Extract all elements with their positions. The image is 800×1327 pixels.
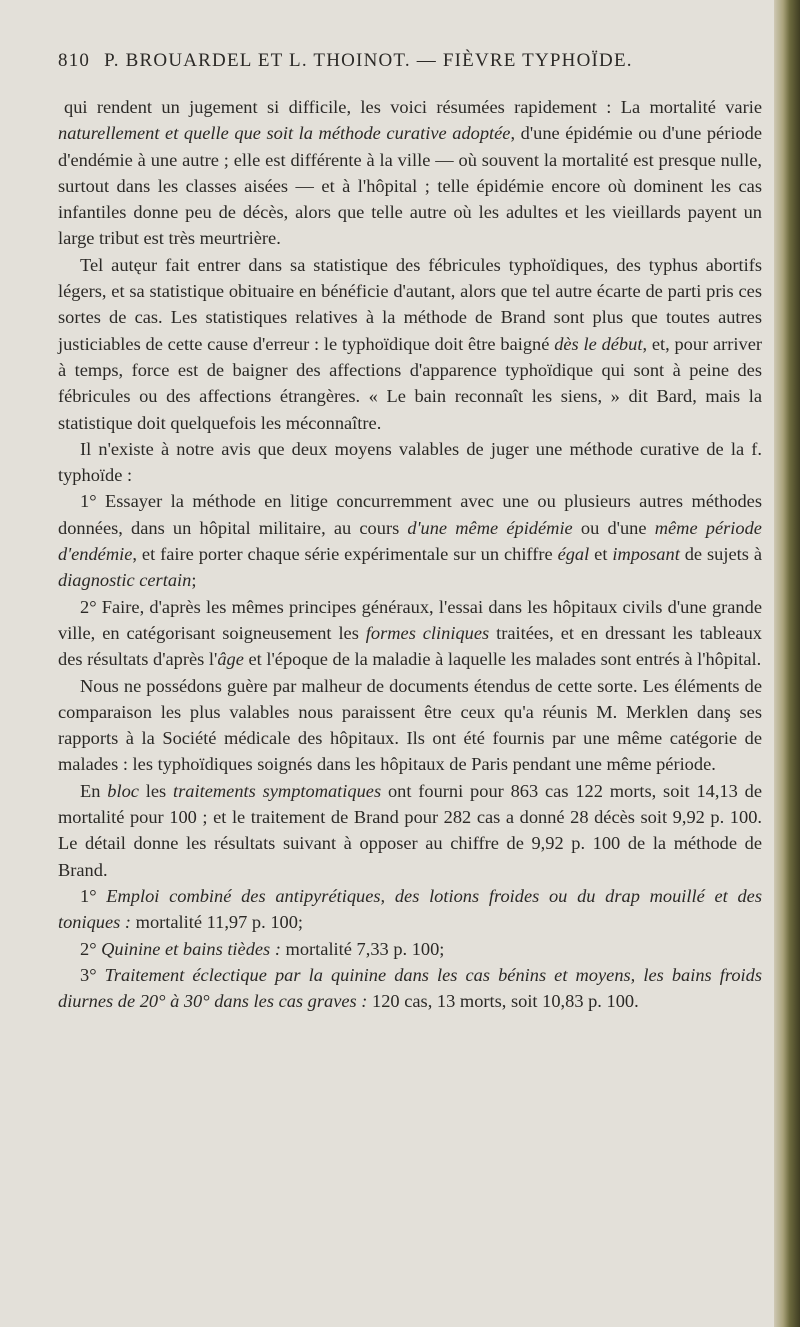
text-run: Nous ne possédons guère par malheur de documents étendus de cette sorte. Les éléments de comparaison les plus valables nous paraissent être ceux qu'a réunis M. Merklen danş ses rapports à la Société médicale des hôpitaux. Ils ont été fournis par une même catégorie de malades : les typhoïdiques soignés dans les hôpitaux de Paris pendant une même période.	[58, 675, 762, 775]
text-run: 1°	[80, 885, 107, 906]
italic-run: traitements symptomatiques	[173, 780, 382, 801]
paragraph	[58, 594, 762, 673]
running-header	[58, 50, 758, 72]
text-run: traitées, et en dressant les tableaux des résultats d'après l'	[58, 622, 762, 670]
paragraph	[58, 94, 762, 252]
text-run: , et faire porter chaque série expérimentale sur un chiffre	[132, 544, 558, 565]
page-edge-shadow	[774, 0, 800, 1327]
italic-run: diagnostic certain	[58, 570, 192, 591]
text-run: Tel autęur fait entrer dans sa statistique des fébricules typhoïdiques, des typhus abortifs légers, et sa statistique obituaire en bénéficie d'autant, alors que tel autre écarte de parti pris ces sortes de cas. Les statistiques relatives à la méthode de Brand sont plus que toutes autres justiciables de cette cause d'erreur : le typhoïdique doit être baigné	[58, 254, 762, 354]
paragraph	[58, 673, 762, 778]
paragraph	[58, 252, 762, 436]
italic-run: d'une même épidémie	[407, 517, 573, 538]
italic-run: imposant	[612, 544, 680, 565]
text-run: de sujets à	[679, 544, 762, 565]
text-run: En	[80, 780, 108, 801]
text-run: qui rendent un jugement si difficile, les voici résumées rapidement : La mortalité varie	[64, 97, 762, 117]
italic-run: égal	[557, 544, 590, 565]
text-run: Il n'existe à notre avis que deux moyens valables de juger une méthode curative de la f. typhoïde :	[58, 438, 762, 486]
italic-run: dès le début	[554, 333, 643, 354]
text-run: et	[589, 544, 613, 565]
paragraph	[58, 883, 762, 936]
page-number: 810	[58, 50, 91, 71]
paragraph	[58, 436, 762, 489]
paragraph	[58, 962, 762, 1015]
text-run: 2°	[80, 938, 102, 959]
text-run: ou d'une	[572, 517, 655, 538]
paragraph	[58, 488, 762, 593]
italic-run: Emploi combiné des antipyrétiques, des lotions froides ou du drap mouillé et des toniques :	[58, 885, 762, 933]
italic-run: Traitement éclectique par la quinine dans les cas bénins et moyens, les bains froids diurnes de 20° à 30° dans les cas graves :	[58, 964, 762, 1012]
italic-run: même période d'endémie	[58, 517, 762, 565]
italic-run: formes cliniques	[365, 622, 490, 643]
italic-run: bloc	[107, 780, 139, 801]
italic-run: naturellement et quelle que soit la méthode curative adoptée	[58, 123, 511, 144]
text-run: mortalité 11,97 p. 100;	[131, 912, 304, 933]
text-run: et l'époque de la maladie à laquelle les malades sont entrés à l'hôpital.	[243, 649, 762, 670]
body-text	[58, 94, 762, 1014]
text-run: 2° Faire, d'après les mêmes principes généraux, l'essai dans les hôpitaux civils d'une grande ville, en catégorisant soigneusement les	[58, 596, 762, 643]
running-title: P. BROUARDEL ET L. THOINOT. — FIÈVRE TYPHOÏDE.	[104, 50, 633, 71]
text-run: 3°	[80, 964, 105, 985]
text-run: ;	[191, 570, 197, 591]
paragraph	[58, 936, 762, 962]
text-run: ont fourni pour 863 cas 122 morts, soit 14,13 de mortalité pour 100 ; et le traitement de Brand pour 282 cas a donné 28 décès soit 9,92 p. 100. Le détail donne les résultats suivant à opposer au chiffre de 9,92 p. 100 de la méthode de Brand.	[58, 780, 763, 880]
text-run: , et, pour arriver à temps, force est de baigner des affections d'apparence typhoïdique qui sont à peine des fébricules ou des affections étrangères. « Le bain reconnaît les siens, » dit Bard, mais la statistique doit quelquefois les méconnaître.	[58, 333, 762, 433]
text-run: , d'une épidémie ou d'une période d'endémie à une autre ; elle est différente à la ville — où souvent la mortalité est presque nulle, surtout dans les classes aisées — et à l'hôpital ; telle épidémie encore où dominent les cas infantiles donne peu de décès, alors que telle autre où les adultes et les vieillards payent un large tribut est très meurtrière.	[58, 123, 762, 249]
italic-run: Quinine et bains tièdes :	[101, 938, 281, 959]
text-run: mortalité 7,33 p. 100;	[280, 938, 445, 959]
text-run: les	[138, 780, 174, 801]
paragraph	[58, 778, 762, 883]
text-run: 1° Essayer la méthode en litige concurremment avec une ou plusieurs autres méthodes données, dans un hôpital militaire, au cours	[58, 491, 762, 538]
text-run: 120 cas, 13 morts, soit 10,83 p. 100.	[367, 991, 639, 1012]
italic-run: âge	[217, 649, 244, 670]
